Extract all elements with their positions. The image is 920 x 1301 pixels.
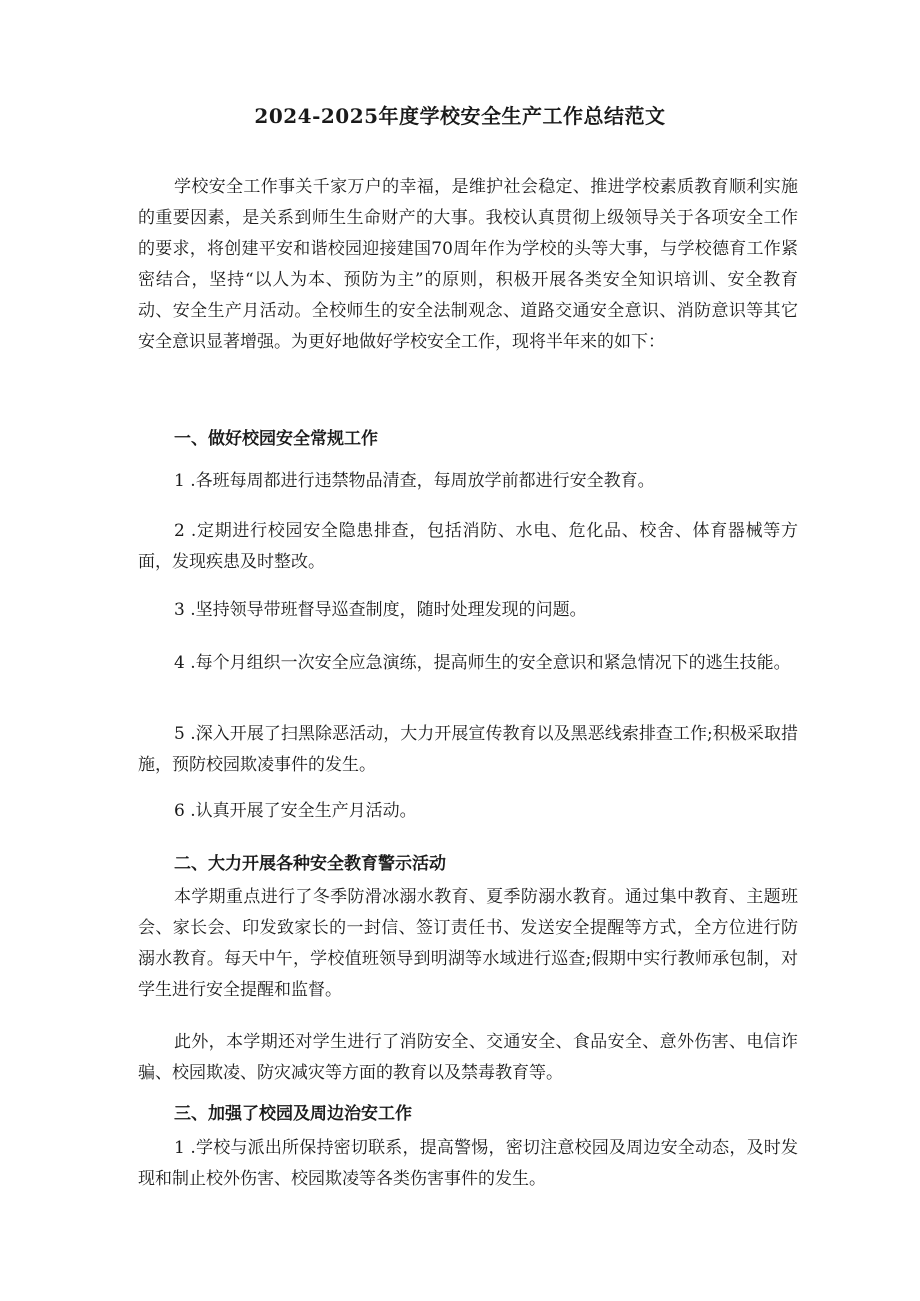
section-1-item-4: 4 .每个月组织一次安全应急演练，提高师生的安全意识和紧急情况下的逃生技能。 bbox=[174, 653, 791, 673]
intro-paragraph: 学校安全工作事关千家万户的幸福，是维护社会稳定、推进学校素质教育顺利实施的重要因素，是关系到师生生命财产的大事。我校认真贯彻上级领导关于各项安全工作的要求，将创建平安和谐校园迎接建国70周年作为学校的头等大事，与学校德育工作紧密结合，坚持“以人为本、预防为主”的原则，积极开展各类安全知识培训、安全教育动、安全生产月活动。全校师生的安全法制观念、道路交通安全意识、消防意识等其它安全意识显著增强。为更好地做好学校安全工作，现将半年来的如下： bbox=[138, 177, 798, 352]
section-3-heading: 三、加强了校园及周边治安工作 bbox=[174, 1104, 412, 1124]
section-2-paragraph-2: 此外，本学期还对学生进行了消防安全、交通安全、食品安全、意外伤害、电信诈骗、校园欺凌、防灾减灾等方面的教育以及禁毒教育等。 bbox=[138, 1032, 798, 1083]
section-1-item-1: 1 .各班每周都进行违禁物品清查，每周放学前都进行安全教育。 bbox=[174, 471, 655, 491]
section-1-item-2: 2 .定期进行校园安全隐患排查，包括消防、水电、危化品、校舍、体育器械等方面，发现疾患及时整改。 bbox=[138, 521, 798, 572]
section-1-heading: 一、做好校园安全常规工作 bbox=[174, 429, 378, 449]
section-1-item-3: 3 .坚持领导带班督导巡查制度，随时处理发现的问题。 bbox=[174, 600, 587, 620]
document-title: 2024-2025年度学校安全生产工作总结范文 bbox=[254, 104, 666, 128]
section-2-paragraph-1: 本学期重点进行了冬季防滑冰溺水教育、夏季防溺水教育。通过集中教育、主题班会、家长会、印发致家长的一封信、签订责任书、发送安全提醒等方式，全方位进行防溺水教育。每天中午，学校值班领导到明湖等水域进行巡查;假期中实行教师承包制，对学生进行安全提醒和监督。 bbox=[138, 887, 798, 1000]
section-2-heading: 二、大力开展各种安全教育警示活动 bbox=[174, 854, 446, 874]
section-3-item-1: 1 .学校与派出所保持密切联系，提高警惕，密切注意校园及周边安全动态，及时发现和制止校外伤害、校园欺凌等各类伤害事件的发生。 bbox=[138, 1138, 798, 1189]
section-1-item-6: 6 .认真开展了安全生产月活动。 bbox=[174, 801, 417, 821]
section-1-item-5: 5 .深入开展了扫黑除恶活动，大力开展宣传教育以及黑恶线索排查工作;积极采取措施，预防校园欺凌事件的发生。 bbox=[138, 724, 798, 775]
